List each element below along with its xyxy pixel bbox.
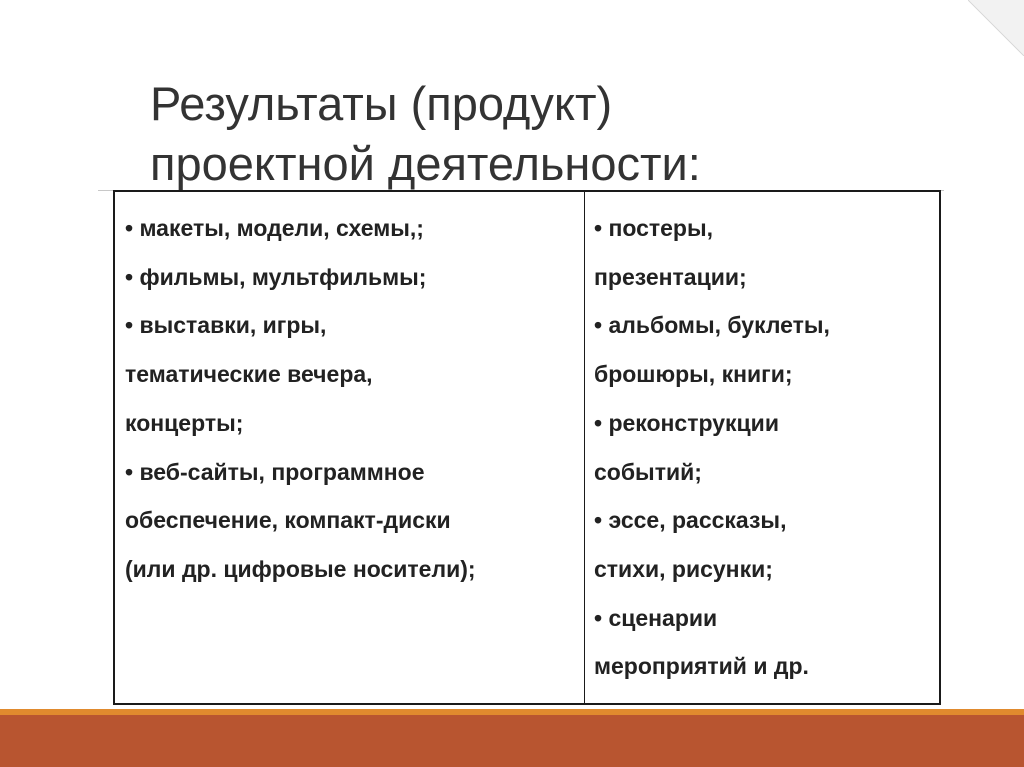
right-line: презентации; <box>594 263 747 290</box>
left-column <box>115 192 585 703</box>
right-line: • реконструкции <box>594 409 779 436</box>
left-line: • макеты, модели, схемы,; <box>125 215 424 241</box>
right-column <box>585 192 939 703</box>
left-line: • фильмы, мультфильмы; <box>125 263 427 290</box>
left-line: обеспечение, компакт-диски <box>125 507 451 534</box>
slide-title <box>150 74 930 194</box>
left-line: (или др. цифровые носители); <box>125 555 476 582</box>
title-line-1: Результаты (продукт) <box>150 77 613 130</box>
right-line: • эссе, рассказы, <box>594 507 787 534</box>
left-line: • выставки, игры, <box>125 312 327 339</box>
right-line: • постеры, <box>594 215 714 241</box>
right-line: событий; <box>594 458 702 485</box>
footer-band <box>0 709 1024 767</box>
right-line: • альбомы, буклеты, <box>594 312 830 339</box>
right-line: мероприятий и др. <box>594 653 809 680</box>
title-line-2: проектной деятельности: <box>150 137 701 190</box>
left-line: концерты; <box>125 409 244 436</box>
results-table <box>113 190 941 705</box>
corner-decoration <box>968 0 1024 56</box>
right-line: стихи, рисунки; <box>594 555 773 582</box>
right-line: • сценарии <box>594 604 718 631</box>
left-line: тематические вечера, <box>125 361 373 388</box>
footer-accent-stripe <box>0 709 1024 715</box>
left-line: • веб-сайты, программное <box>125 458 425 485</box>
right-line: брошюры, книги; <box>594 361 793 388</box>
